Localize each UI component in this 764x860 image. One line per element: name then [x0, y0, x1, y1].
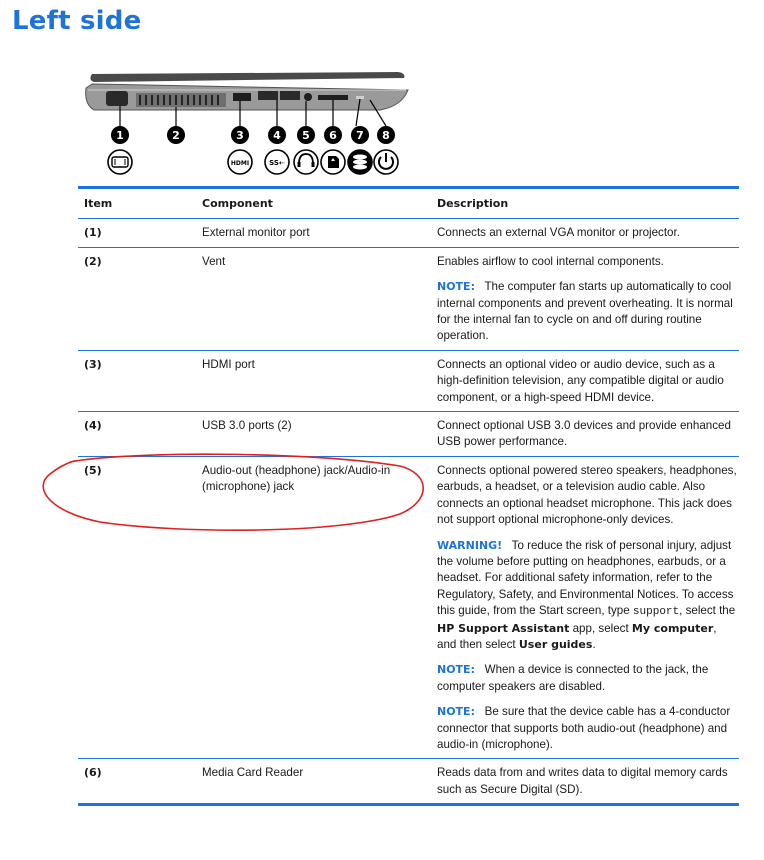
components-table	[78, 186, 739, 806]
drive-light-icon	[348, 150, 372, 174]
callout-label-3: 3	[236, 129, 244, 142]
table-row	[78, 350, 739, 411]
row-item: (2)	[84, 254, 102, 268]
table-row	[78, 759, 739, 805]
power-icon	[374, 150, 398, 174]
card-reader-icon	[321, 150, 345, 174]
note-label: NOTE:	[437, 705, 475, 719]
desc-text: Connects optional powered stereo speakers, headphones, earbuds, a headset, or a television audio cable. Also connects an optional headset microphone. This jack does not support optional microphone-only devices.	[437, 463, 737, 527]
warning-user-guides: User guides	[518, 637, 593, 651]
row-description	[431, 412, 739, 457]
svg-text:HDMI: HDMI	[230, 160, 250, 167]
desc-text: Enables airflow to cool internal components.	[437, 254, 664, 268]
laptop-left-side-figure	[80, 60, 420, 182]
header-component: Component	[202, 197, 273, 210]
warning-text: To reduce the risk of personal injury, adjust the volume before putting on headphones, earbuds, or a headset. For additional safety information, refer to the Regulatory, Safety, and Environmental Notices. To access this guide, from the Start screen, type	[437, 538, 734, 618]
desc-text: Connects an external VGA monitor or projector.	[437, 226, 680, 240]
callout-label-1: 1	[116, 129, 124, 142]
row-component: USB 3.0 ports (2)	[202, 419, 292, 433]
warning-text-5: .	[592, 637, 596, 651]
callout-label-8: 8	[382, 129, 390, 142]
row-description	[431, 456, 739, 759]
row-component: Media Card Reader	[202, 766, 304, 780]
table-row	[78, 412, 739, 457]
desc-text: Connects an optional video or audio device, such as a high-definition television, any compatible digital or audio component, or a high-speed HDMI device.	[437, 357, 724, 404]
row-description	[431, 219, 739, 247]
warning-label: WARNING!	[437, 538, 503, 552]
header-description: Description	[437, 197, 509, 210]
warning-my-computer: My computer	[631, 621, 714, 635]
row-component: Audio-out (headphone) jack/Audio-in (microphone) jack	[202, 463, 391, 494]
warning-app-name: HP Support Assistant	[437, 621, 570, 635]
table-header-row	[78, 188, 739, 219]
warning-text-2: , select the	[679, 604, 736, 618]
note-paragraph	[437, 279, 739, 345]
row-item: (1)	[84, 226, 102, 240]
headphone-mic-icon	[294, 150, 318, 174]
warning-text-3: app, select	[572, 621, 629, 635]
row-description	[431, 350, 739, 411]
vga-icon	[108, 150, 132, 174]
warning-text-4: , and then select	[437, 621, 717, 651]
table-row	[78, 456, 739, 759]
callout-label-4: 4	[273, 129, 281, 142]
callout-label-2: 2	[172, 129, 180, 142]
note-text: When a device is connected to the jack, the computer speakers are disabled.	[437, 663, 709, 693]
page-title: Left side	[12, 6, 142, 36]
table-row	[78, 219, 739, 247]
row-item: (3)	[84, 357, 102, 371]
warning-code: support	[632, 606, 680, 619]
row-description	[431, 247, 739, 350]
warning-paragraph	[437, 538, 739, 654]
note-paragraph	[437, 662, 739, 695]
desc-text: Reads data from and writes data to digital memory cards such as Secure Digital (SD).	[437, 766, 728, 796]
note-paragraph	[437, 704, 739, 753]
row-item: (4)	[84, 419, 102, 433]
usb3-icon	[265, 150, 289, 174]
row-component: Vent	[202, 254, 226, 268]
row-component: External monitor port	[202, 226, 310, 240]
callout-label-7: 7	[356, 129, 364, 142]
note-text: The computer fan starts up automatically to cool internal components and prevent overheating. It is normal for the internal fan to cycle on and off during routine operation.	[437, 280, 733, 343]
table-row	[78, 247, 739, 350]
note-text: Be sure that the device cable has a 4-conductor connector that supports both audio-out (headphone) and audio-in (microphone).	[437, 705, 731, 751]
callout-label-6: 6	[329, 129, 337, 142]
note-label: NOTE:	[437, 663, 475, 677]
callout-label-5: 5	[302, 129, 310, 142]
desc-text: Connect optional USB 3.0 devices and provide enhanced USB power performance.	[437, 419, 731, 449]
hdmi-icon	[228, 150, 252, 174]
note-label: NOTE:	[437, 280, 475, 294]
header-item: Item	[84, 197, 113, 210]
laptop-illustration	[80, 60, 420, 182]
row-item: (5)	[84, 463, 102, 477]
row-description	[431, 759, 739, 805]
row-item: (6)	[84, 766, 102, 780]
row-component: HDMI port	[202, 357, 255, 371]
svg-text:SS⇠: SS⇠	[269, 159, 285, 167]
